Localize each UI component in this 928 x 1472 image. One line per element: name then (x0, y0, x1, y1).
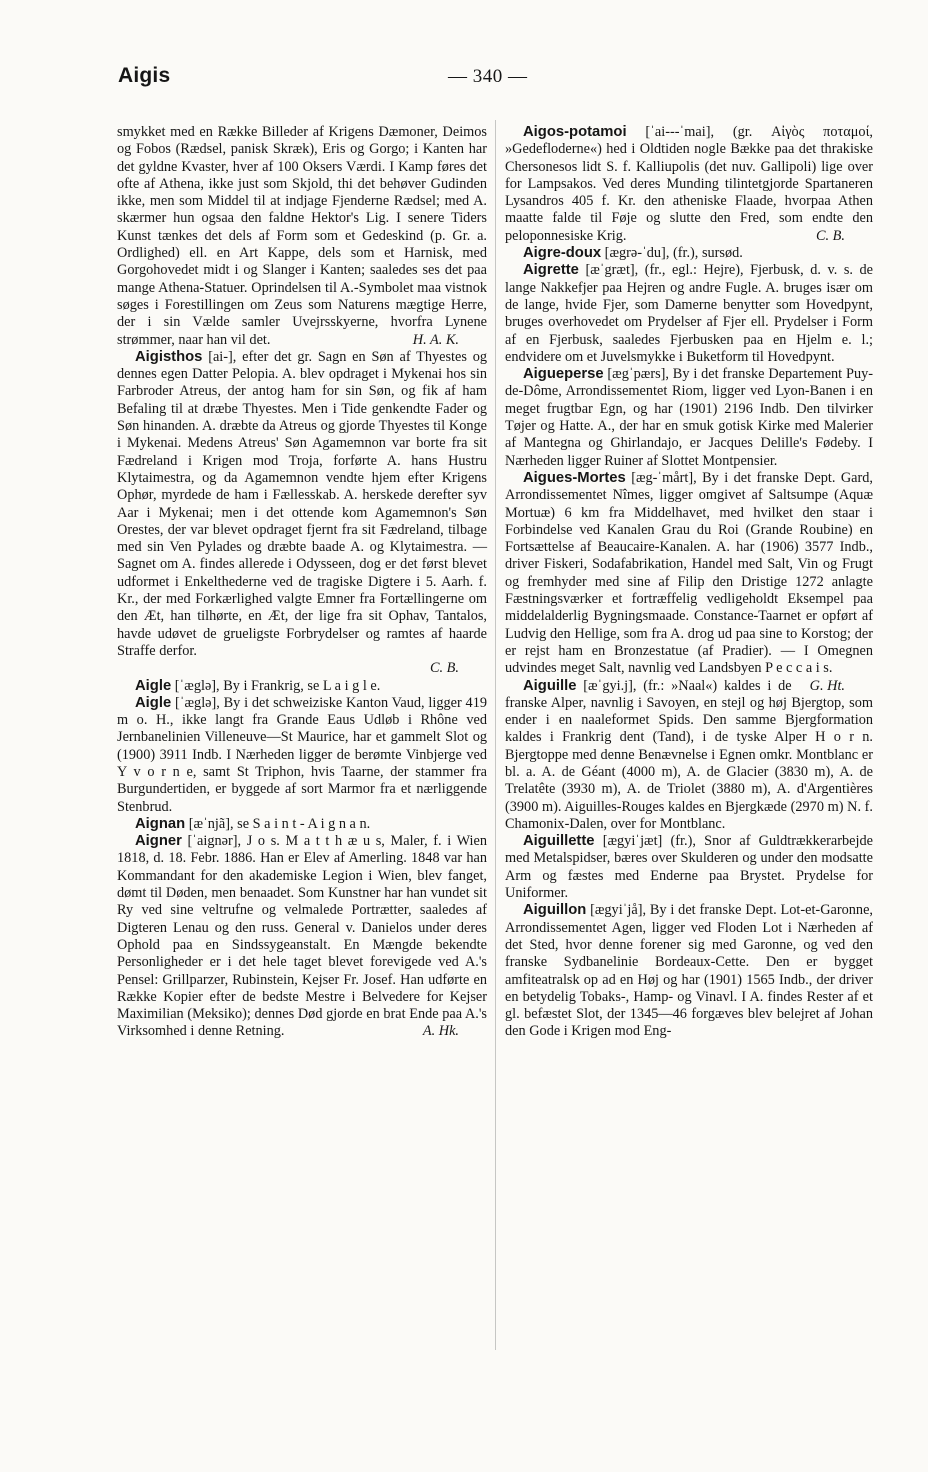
entry-lemma: Aiguillon (523, 902, 587, 919)
entry-lemma: Aigos-potamoi (523, 124, 627, 140)
dictionary-entry (505, 833, 873, 902)
entry-lemma: Aigueperse (523, 366, 604, 383)
dictionary-entry (117, 678, 487, 695)
dictionary-entry (117, 124, 487, 349)
dictionary-entry (505, 262, 873, 366)
entry-signature: C. B. (816, 227, 845, 244)
entry-text: [ægyiˈjæt] (fr.), Snor af Guldtrækkerarbejde med Metalspidser, bæres over Skulderen og under den modsatte Arm og fæstes med Enderne paa Brystet. Prydelse for Uniformer. (505, 833, 873, 902)
entry-lemma: Aignan (135, 815, 186, 832)
dictionary-entry (505, 366, 873, 470)
entry-text: [ˈai---ˈmai], (gr. Αἰγὸς ποταμοί, »Gedefloderne«) hed i Oldtiden nogle Bække paa det thrakiske Chersonesos lidt S. f. Kalliupolis (det nuv. Gallipoli) lige over for Lampsakos. Ved deres Munding tilintetgjorde Spartaneren Lysandros 405 f. Kr. den atheniske Flaade, hvorpaa Athen maatte falde til Føje og slutte den Fred, som endte den peloponnesiske Krig. (505, 124, 873, 244)
entry-lemma: Aigle (135, 677, 172, 694)
column-divider (495, 120, 496, 1350)
entry-text: [ægˈpærs], By i det franske Departement Puy-de-Dôme, Arrondissementet Riom, ligger ved Lyon-Banen i en meget frugtbar Egn, og har (1901) 2196 Indb. Den tilvirker Tøjer og Hatte. A., der har en smuk gotisk Kirke med Malerier af Mantegna og Ghirlandajo, er Jacques Delille's Fødeby. I Nærheden ligger Ruiner af Slottet Montpensier. (505, 366, 873, 469)
dictionary-entry (505, 678, 873, 834)
entry-signature: H. A. K. (412, 331, 459, 348)
entry-signature: A. Hk. (422, 1023, 459, 1040)
entry-lemma: Aigues-Mortes (523, 469, 626, 486)
dictionary-entry (117, 816, 487, 833)
entry-lemma: Aigre-doux (523, 245, 602, 262)
entry-lemma: Aiguillette (523, 833, 595, 850)
entry-signature: C. B. (430, 660, 459, 677)
entry-signature: G. Ht. (809, 677, 845, 694)
page-number: — 340 — (448, 66, 528, 87)
entry-text: [æˈgræt], (fr., egl.: Hejre), Fjerbusk, d. v. s. de lange Nakkefjer paa Hejren og andre Fugle. A. bruges især om de lange, hvide Fjer, som Damerne benytter som Hovedpynt, bruges overhovedet om Prydelser af Fjer ell. Prydelser i Form af en Fjerbusk, saaledes Fjerbusken paa en Hjelm e. l.; endvidere om et Juvelsmykke i Buketform til Hovedpynt. (505, 262, 873, 365)
entry-text: [æˈgyi.j], (fr.: »Naal«) kaldes i de franske Alper, navnlig i Savoyen, en stejl og høj Bjergtop, som ender i en naaleformet Spids. Den samme Bjergformation kaldes i Frankrig dent (Tand), i de tyske Alper H o r n. Bjergtoppe med denne Benævnelse i Egnen omkr. Montblanc er bl. a. A. de Géant (4000 m), A. de Glacier (3830 m), A. de Trelatête (3930 m), A. de Triolet (3880 m), A. d'Argentières (3900 m). Aiguilles-Rouges kaldes en Bjergkæde (2970 m) N. f. Chamonix-Dalen, over for Montblanc. (505, 677, 873, 832)
running-head-word: Aigis (118, 64, 171, 87)
entry-text: [ægrə-ˈdu], (fr.), sursød. (601, 245, 743, 262)
dictionary-entry (117, 695, 487, 816)
entry-text: [ai-], efter det gr. Sagn en Søn af Thyestes og dennes egen Datter Pelopia. A. blev opdraget i Mykenai hos sin Farbroder Atreus, der antog ham for sin Søn, og fik af ham Befaling til at dræbe Thyestes. Men i Tide genkendte Fader og Søn hinanden. A. dræbte da Atreus og gjorde Thyestes til Konge i Mykenai. Medens Atreus' Søn Agamemnon var borte fra sit Fædreland i Krigen mod Troja, forførte A. hans Hustru Klytaimestra, og da Agamemnon vendte hjem efter Krigens Ophør, myrdede de ham i Fællesskab. A. herskede derefter syv Aar i Mykenai; men i det ottende kom Agamemnon's Søn Orestes, der var blevet opdraget fjernt fra sit Fædreland, tilbage med sin Ven Pylades og dræbte baade A. og Klytaimestra. — Sagnet om A. findes allerede i Odysseen, dog er det først blevet udformet i Enkelthederne ved de tragiske Digtere i 5. Aarh. f. Kr., der med Forkærlighed valgte Emner fra Fortællingerne om den Æt, han tilhørte, en Æt, der lige fra sit Ophav, Tantalos, havde udøvet de grueligste Forbrydelser og ramtes af haarde Straffe derfor. (117, 348, 487, 659)
entry-text: [ægyiˈjå], By i det franske Dept. Lot-et-Garonne, Arrondissementet Agen, ligger ved Floden Lot i Nærheden af det Sted, hvor denne forener sig med Garonne, og ved den franske Sydbanelinie Bordeaux-Cette. Den er bygget amfiteatralsk op ad en Høj og har (1901) 1565 Indb., der driver en betydelig Tobaks-, Hamp- og Vinavl. I A. findes Rester af et gl. befæstet Slot, der 1345—46 forgæves blev belejret af Johan den Gode i Krigen mod Eng- (505, 902, 873, 1040)
dictionary-entry (505, 902, 873, 1040)
entry-text: smykket med en Række Billeder af Krigens Dæmoner, Deimos og Fobos (Rædsel, panisk Skræk), Eris og Gorgo; i Kanten har det gyldne Kvaster, hver af 100 Oksers Værdi. I Kamp føres det ofte af Athena, ikke just som Skjold, thi det behøver Gudinden ikke, men som Middel til at indjage Fjenderne Rædsel; med A. skærmer hun ogsaa den faldne Hektor's Lig. I senere Tiders Kunst tænkes det dels af Form som et Gedeskind (p. Gr. a. Ordlighed) ell. en Art Kappe, dels som et Harnisk, med Gorgohovedet midt i og Slanger i Kanten; saaledes ses det paa mange Athena-Statuer. Oprindelsen til A.-Symbolet maa vistnok søges i Forestillingen om Zeus som Naturens mægtige Herre, der i sin Vælde samler Uvejrsskyerne, hvorfra Lynene strømmer, naar han vil det. (117, 124, 487, 348)
entry-lemma: Aigisthos (135, 348, 203, 365)
entry-text: [ˈæglə], By i Frankrig, se L a i g l e. (171, 677, 381, 694)
entry-lemma: Aigner (135, 833, 182, 850)
left-column (117, 124, 487, 1041)
dictionary-entry (117, 833, 487, 1041)
dictionary-entry (117, 349, 487, 678)
entry-lemma: Aiguille (523, 677, 577, 694)
entry-text: [ˈaignər], J o s. M a t t h æ u s, Maler, f. i Wien 1818, d. 18. Febr. 1886. Han er Elev af Amerling. 1848 var han Kommandant for den akademiske Legion i Wien, blev fanget, dømt til Døden, men benaadet. Som Kunstner har han vundet sit Ry ved sine veltrufne og velmalede Portrætter, saaledes af Digteren Lenau og den russ. General v. Danielos under deres Ophold paa en Sindssygeanstalt. En Mængde bekendte Personligheder er i det hele taget blevet forevigede ved A.'s Pensel: Grillparzer, Rubinstein, Kejser Fr. Josef. Han udførte en Række Kopier efter de bedste Mestre i Belvedere for Kejser Maximilian (Meksiko); dennes Død gjorde en brat Ende paa A.'s Virksomhed i denne Retning. (117, 833, 487, 1040)
entry-text: [æg-ˈmårt], By i det franske Dept. Gard, Arrondissementet Nîmes, ligger omgivet af Saltsumpe (Aquæ Mortuæ) 6 km fra Middelhavet, med hvilket den staar i Forbindelse ved Kanalen Grau du Roi (Grande Roubine) en Fortsættelse af Beaucaire-Kanalen. A. har (1906) 3577 Indb., driver Fiskeri, Sodafabrikation, Handel med Salt, Vin og Frugt og fremhyder med sine af Filip den Dristige 1272 anlagte Fæstningsværker et fortræffelig vedligeholdt Eksempel paa middelalderlig Bygningsmaade. Constance-Taarnet er opført af Ludvig den Hellige, som fra A. drog ud paa sine to Korstog; der er rejst ham en Bronzestatue (af Pradier). — I Omegnen udvindes meget Salt, navnlig ved Landsbyen P e c c a i s. (505, 469, 873, 677)
entry-lemma: Aigrette (523, 262, 579, 279)
right-column (505, 124, 873, 1041)
page-header (118, 64, 880, 100)
entry-lemma: Aigle (135, 694, 172, 711)
entry-text: [ˈæglə], By i det schweiziske Kanton Vaud, ligger 419 m o. H., ikke langt fra Grande Eaus Udløb i Rhône ved Jernbanelinien Villeneuve—St Maurice, har et gammelt Slot og (1900) 3911 Indb. I Nærheden ligger de berømte Vinbjerge ved Y v o r n e, samt St Triphon, hvis Taarne, der stammer fra Burgundertiden, er byggede af sort Marmor fra et nærliggende Stenbrud. (117, 694, 487, 815)
dictionary-entry (505, 124, 873, 245)
dictionary-entry (505, 245, 873, 262)
entry-text: [æˈnjã], se S a i n t - A i g n a n. (185, 815, 371, 832)
